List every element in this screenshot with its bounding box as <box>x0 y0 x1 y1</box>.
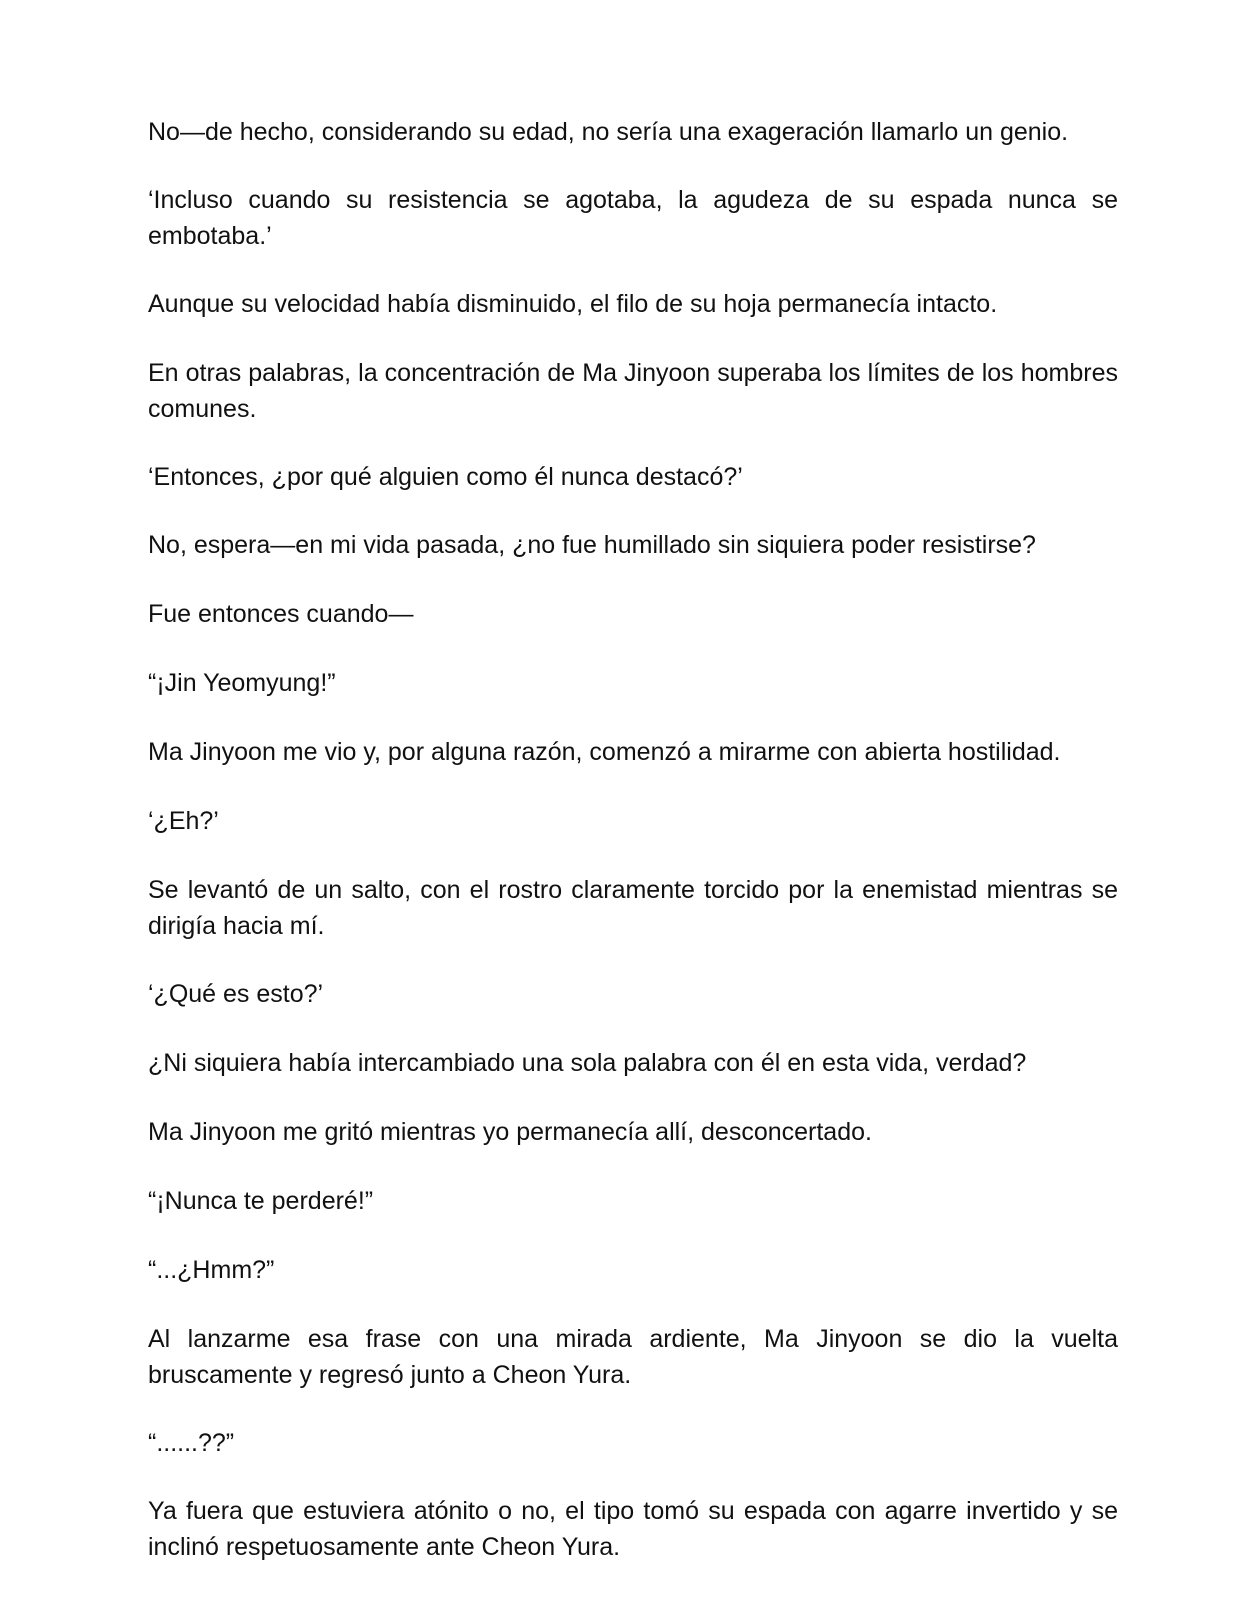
paragraph: ‘Entonces, ¿por qué alguien como él nunca destacó?’ <box>148 463 743 491</box>
paragraph: ‘¿Eh?’ <box>148 807 219 835</box>
paragraph: “......??” <box>148 1429 235 1457</box>
paragraph: “...¿Hmm?” <box>148 1256 275 1284</box>
paragraph: “¡Jin Yeomyung!” <box>148 669 336 697</box>
paragraph: Ma Jinyoon me gritó mientras yo permanecía allí, desconcertado. <box>148 1118 872 1146</box>
paragraph: ¿Ni siquiera había intercambiado una sola palabra con él en esta vida, verdad? <box>148 1049 1027 1077</box>
paragraph: Ya fuera que estuviera atónito o no, el tipo tomó su espada con agarre invertido y se inclinó respetuosamente ante Cheon Yura. <box>148 1497 1118 1561</box>
paragraph: ‘Incluso cuando su resistencia se agotaba, la agudeza de su espada nunca se embotaba.’ <box>148 186 1118 250</box>
paragraph: Se levantó de un salto, con el rostro claramente torcido por la enemistad mientras se dirigía hacia mí. <box>148 876 1118 940</box>
paragraph: “¡Nunca te perderé!” <box>148 1187 374 1215</box>
paragraph: Al lanzarme esa frase con una mirada ardiente, Ma Jinyoon se dio la vuelta bruscamente y regresó junto a Cheon Yura. <box>148 1325 1118 1389</box>
paragraph: Fue entonces cuando— <box>148 600 414 628</box>
paragraph: En otras palabras, la concentración de Ma Jinyoon superaba los límites de los hombres comunes. <box>148 359 1118 423</box>
paragraph: Ma Jinyoon me vio y, por alguna razón, comenzó a mirarme con abierta hostilidad. <box>148 738 1061 766</box>
paragraph: ‘¿Qué es esto?’ <box>148 980 324 1008</box>
paragraph: No—de hecho, considerando su edad, no sería una exageración llamarlo un genio. <box>148 118 1069 146</box>
paragraph: No, espera—en mi vida pasada, ¿no fue humillado sin siquiera poder resistirse? <box>148 531 1036 559</box>
paragraph: Aunque su velocidad había disminuido, el filo de su hoja permanecía intacto. <box>148 290 998 318</box>
